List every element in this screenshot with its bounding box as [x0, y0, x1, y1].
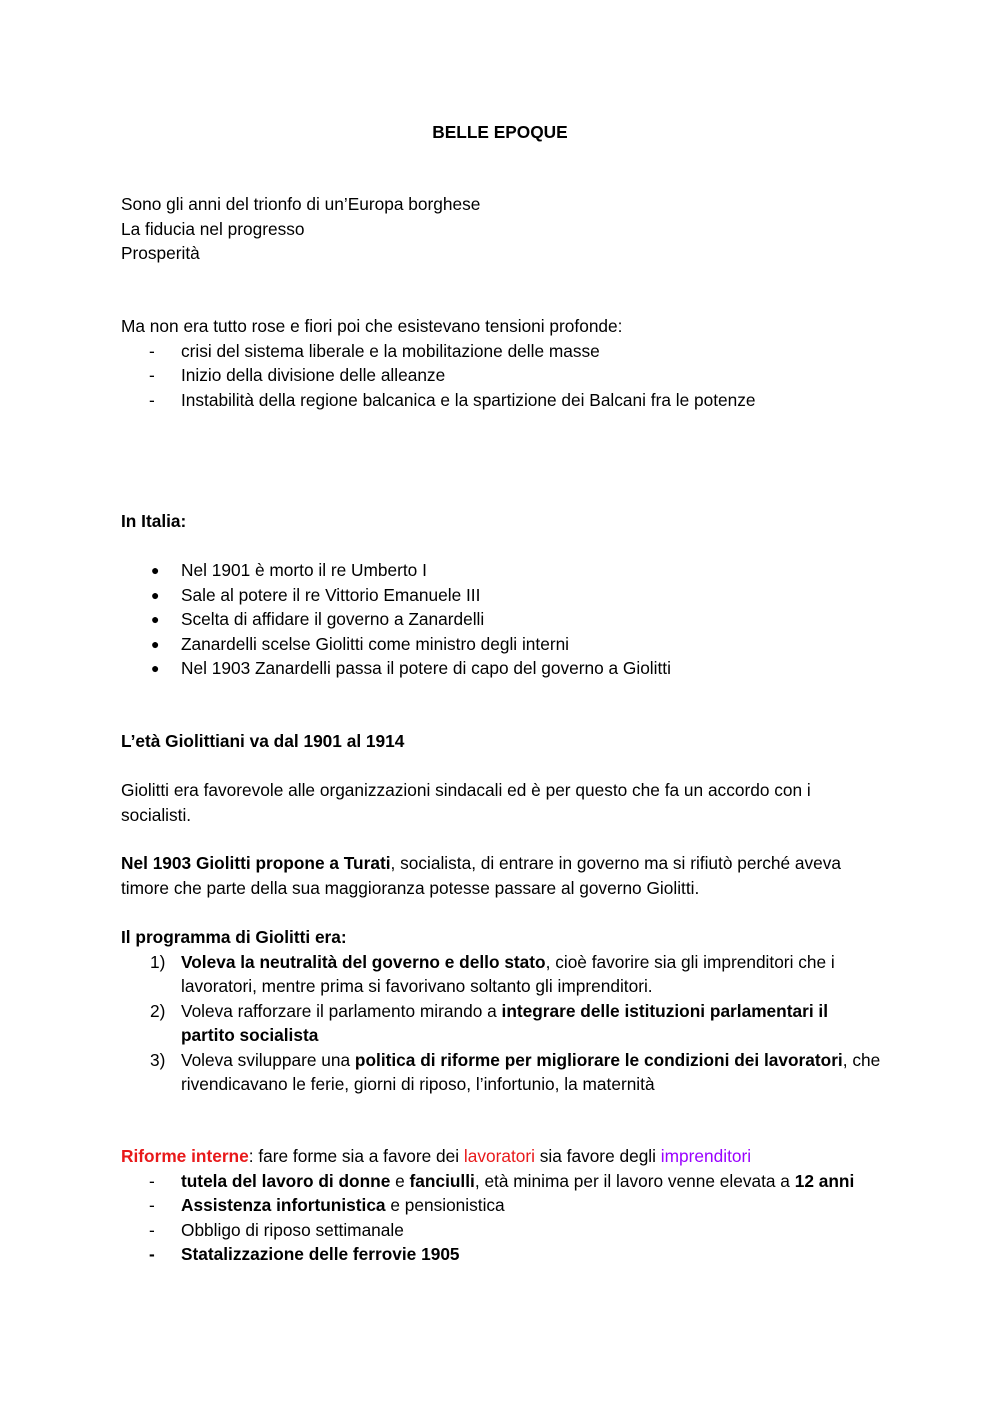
imprenditori-highlight: imprenditori: [660, 1146, 752, 1166]
giolitti-paragraph-2: Nel 1903 Giolitti propone a Turati, socialista, di entrare in governo ma si rifiutò perché aveva timore che parte della sua maggioranza potesse passare al governo Giolitti.: [121, 853, 842, 898]
bold-phrase: Nel 1903 Giolitti propone a Turati: [121, 853, 391, 873]
tensions-lead: Ma non era tutto rose e fiori poi che esistevano tensioni profonde:: [121, 316, 623, 336]
section-heading: In Italia:: [121, 511, 187, 531]
list-item: - Inizio della divisione delle alleanze: [121, 363, 881, 388]
list-item: 2) Voleva rafforzare il parlamento mirando a integrare delle istituzioni parlamentari il partito socialista: [150, 1000, 829, 1045]
list-item: - crisi del sistema liberale e la mobilitazione delle masse: [121, 339, 881, 364]
tensions-section: [121, 314, 881, 412]
list-item: ● Zanardelli scelse Giolitti come ministro degli interni: [121, 632, 881, 657]
list-item: ● Sale al potere il re Vittorio Emanuele III: [121, 583, 881, 608]
riforme-list: [121, 1169, 881, 1267]
dash-marker: -: [149, 365, 155, 385]
riforme-section: [121, 1144, 881, 1267]
dash-marker: -: [149, 1195, 155, 1215]
section-heading: Il programma di Giolitti era:: [121, 927, 347, 947]
dash-marker: -: [149, 1219, 155, 1240]
number-marker: 2): [150, 1000, 166, 1021]
intro-section: [121, 192, 881, 266]
bullet-icon: ●: [151, 635, 160, 652]
bullet-icon: ●: [151, 660, 160, 676]
list-item: - Assistenza infortunistica e pensionistica: [121, 1193, 881, 1218]
list-item: - Statalizzazione delle ferrovie 1905: [121, 1242, 881, 1267]
document-title: BELLE EPOQUE: [432, 122, 568, 142]
list-item: 1) Voleva la neutralità del governo e dello stato, cioè favorire sia gli imprenditori che i lavoratori, mentre prima si favorivano soltanto gli imprenditori.: [150, 951, 835, 996]
number-marker: 1): [150, 951, 166, 972]
tensions-list: [121, 339, 881, 413]
bullet-icon: ●: [151, 562, 160, 578]
dash-marker: -: [149, 389, 155, 410]
dash-marker: -: [149, 1244, 155, 1264]
list-item: - tutela del lavoro di donne e fanciulli, età minima per il lavoro venne elevata a 12 anni: [121, 1169, 881, 1194]
programma-section: [121, 925, 881, 1097]
list-item: - Instabilità della regione balcanica e la spartizione dei Balcani fra le potenze: [121, 388, 881, 413]
programma-list: [121, 950, 881, 1097]
dash-marker: -: [149, 1170, 155, 1191]
italy-section: [121, 509, 881, 534]
section-heading: L’età Giolittiani va dal 1901 al 1914: [121, 731, 405, 751]
italy-list: [121, 558, 881, 681]
list-item: ● Nel 1901 è morto il re Umberto I: [121, 558, 881, 583]
bullet-icon: ●: [151, 611, 160, 627]
intro-line: Sono gli anni del trionfo di un’Europa borghese: [121, 194, 481, 214]
number-marker: 3): [150, 1049, 166, 1070]
list-item: ● Nel 1903 Zanardelli passa il potere di capo del governo a Giolitti: [121, 656, 881, 681]
list-item: ● Scelta di affidare il governo a Zanardelli: [121, 607, 881, 632]
intro-line: La fiducia nel progresso: [121, 218, 305, 239]
dash-marker: -: [149, 340, 155, 361]
giolitti-section: [121, 729, 881, 754]
bullet-icon: ●: [151, 586, 160, 603]
lavoratori-highlight: lavoratori: [463, 1146, 535, 1166]
giolitti-paragraph-1: Giolitti era favorevole alle organizzazioni sindacali ed è per questo che fa un accordo con i socialisti.: [121, 780, 811, 825]
riforme-lead: Riforme interne: fare forme sia a favore dei lavoratori sia favore degli imprenditori: [121, 1146, 752, 1166]
intro-line: Prosperità: [121, 243, 200, 263]
list-item: 3) Voleva sviluppare una politica di riforme per migliorare le condizioni dei lavoratori, che rivendicavano le ferie, giorni di riposo, l’infortunio, la maternità: [150, 1049, 881, 1094]
riforme-heading: Riforme interne: [121, 1146, 249, 1166]
italy-list-wrap: [121, 558, 881, 681]
list-item: - Obbligo di riposo settimanale: [121, 1218, 881, 1243]
